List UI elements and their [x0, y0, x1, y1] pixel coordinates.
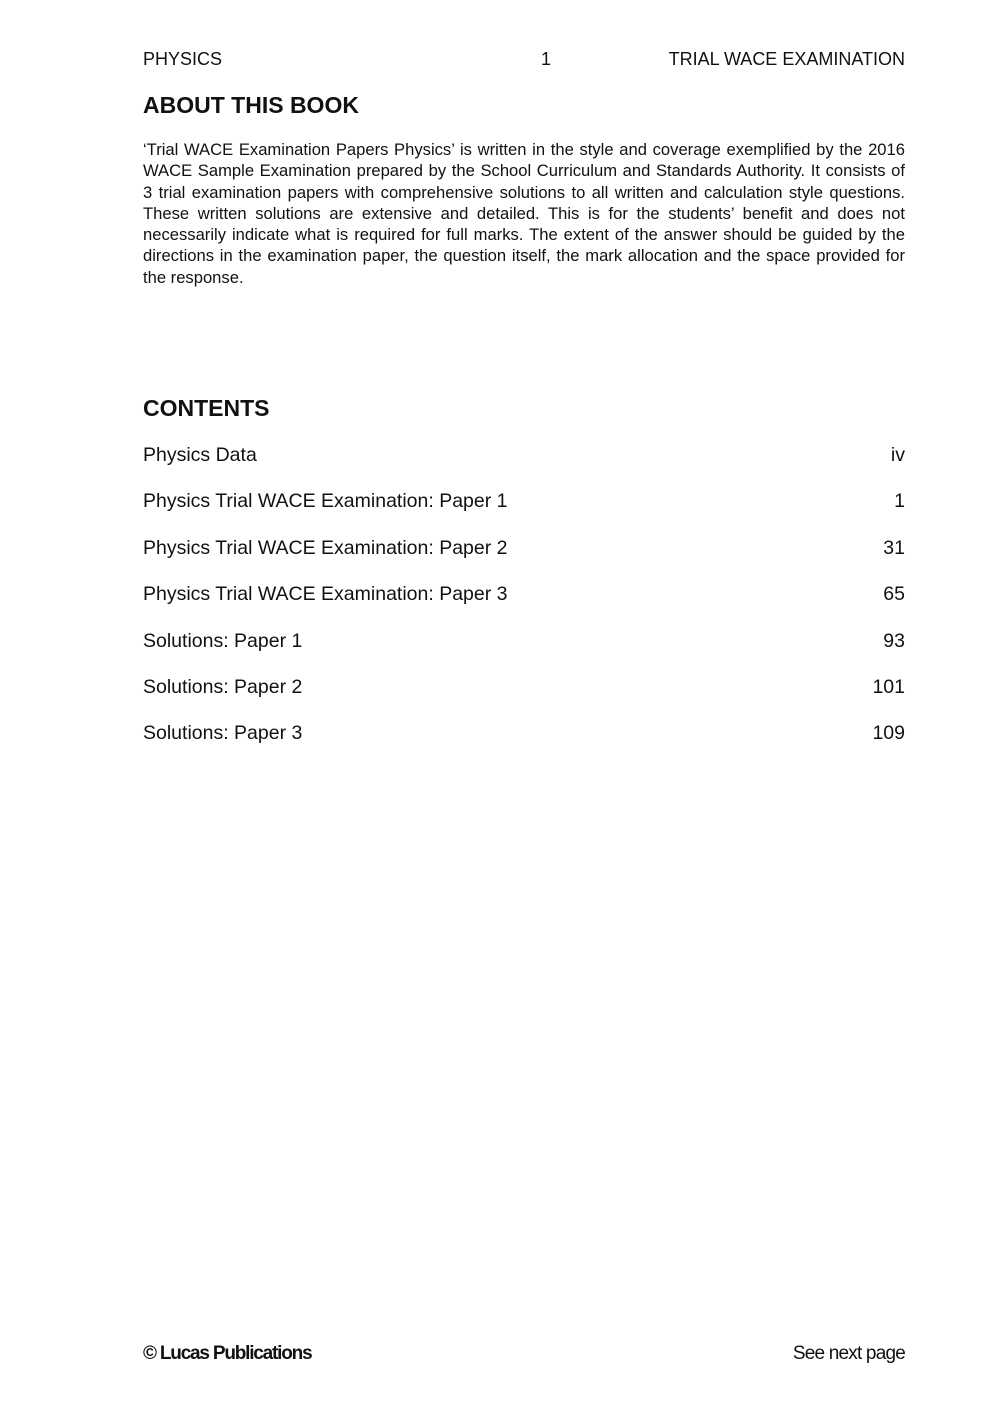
- toc-entry-label: Solutions: Paper 2: [143, 675, 303, 698]
- toc-entry-physics-data[interactable]: [143, 441, 905, 487]
- page-footer: [143, 1340, 905, 1368]
- toc-entry-page: 109: [872, 722, 905, 745]
- toc-entry-paper-3[interactable]: [143, 580, 905, 626]
- about-section-title: ABOUT THIS BOOK: [143, 92, 359, 118]
- toc-entry-page: 65: [883, 583, 905, 606]
- header-page-number: 1: [541, 49, 552, 69]
- toc-entry-page: 101: [872, 675, 905, 698]
- toc-entry-label: Solutions: Paper 1: [143, 629, 303, 652]
- contents-section-title: CONTENTS: [143, 395, 270, 421]
- toc-entry-label: Physics Trial WACE Examination: Paper 1: [143, 490, 508, 513]
- toc-entry-page: iv: [890, 444, 905, 466]
- toc-entry-solutions-3[interactable]: [143, 719, 905, 765]
- toc-entry-page: 93: [883, 629, 905, 652]
- publisher-credit: © Lucas Publications: [143, 1343, 312, 1364]
- toc-entry-label: Physics Trial WACE Examination: Paper 2: [143, 536, 508, 559]
- header-subject: PHYSICS: [143, 49, 223, 69]
- toc-entry-paper-1[interactable]: [143, 487, 905, 533]
- about-paragraph: ‘Trial WACE Examination Papers Physics’ is written in the style and coverage exemplified by the 2016 WACE Sample Examination prepared by the School Curriculum and Standards Authority. It consists of 3 trial examination papers with comprehensive solutions to all written and calculation style questions. These written solutions are extensive and detailed. This is for the students’ benefit and does not necessarily indicate what is required for full marks. The extent of the answer should be guided by the directions in the examination paper, the question itself, the mark allocation and the space provided for the response.: [143, 140, 905, 287]
- see-next-page-note: See next page: [792, 1343, 905, 1364]
- toc-entry-page: 31: [883, 536, 905, 559]
- toc-entry-page: 1: [894, 490, 905, 513]
- toc-entry-solutions-2[interactable]: [143, 673, 905, 719]
- toc-entry-paper-2[interactable]: [143, 534, 905, 580]
- header-exam-title: TRIAL WACE EXAMINATION: [668, 49, 905, 69]
- page-header: [143, 47, 905, 71]
- toc-entry-label: Physics Data: [143, 444, 257, 466]
- table-of-contents: [143, 441, 905, 766]
- toc-entry-label: Solutions: Paper 3: [143, 722, 303, 745]
- toc-entry-solutions-1[interactable]: [143, 627, 905, 673]
- toc-entry-label: Physics Trial WACE Examination: Paper 3: [143, 583, 508, 606]
